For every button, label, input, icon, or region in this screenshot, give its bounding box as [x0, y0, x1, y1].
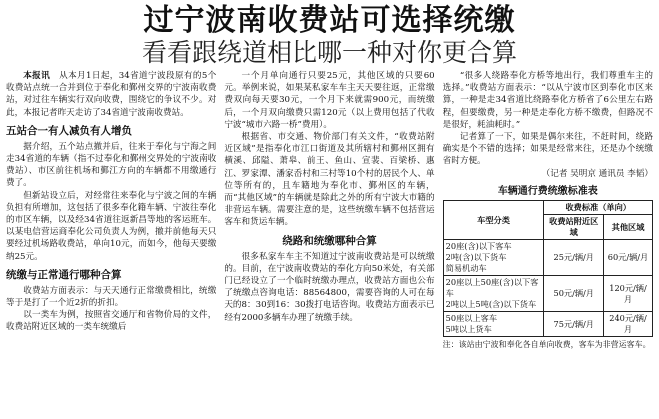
- paragraph: 收费站方面表示：与天天通行正常缴费相比，统缴等于是打了一个近2折的折扣。: [6, 285, 217, 309]
- other-fee-cell: 60元/辆/月: [604, 240, 653, 276]
- table-note: 注：该站由宁波和奉化各自单向收费，客车为非营运客车。: [442, 340, 651, 350]
- other-fee-cell: 240元/辆/月: [604, 312, 653, 337]
- other-fee-cell: 120元/辆/月: [604, 276, 653, 312]
- near-fee-cell: 75元/辆/月: [544, 312, 604, 337]
- table-title: 车辆通行费统缴标准表: [497, 185, 598, 197]
- paragraph: “很多人绕路奉化方桥等地出行，我们尊重车主的选择。”收费站方面表示：“以从宁波市区到奉化市区来算，一种是走34省道比绕路奉化方桥省了6公里左右路程，但要缴费，另一种是走奉化方桥不缴费，但路况不是很好，耗油耗时。”: [442, 71, 653, 130]
- table-row: [443, 240, 652, 276]
- lead-paragraph: [6, 70, 216, 119]
- article-column-1: [6, 70, 216, 415]
- near-fee-cell: 25元/辆/月: [544, 240, 604, 276]
- table-row: [443, 276, 652, 312]
- byline: （记者 吴明京 通讯员 李韬）: [541, 168, 653, 179]
- paragraph: 以一类车为例，按照省交通厅和省物价局的文件，收费站附近区域的一类车统缴后: [6, 310, 217, 333]
- paragraph: 一个月单向通行只要25元，其他区域的只要60元。举例来说，如果某私家车车主天天要往返，正常缴费双向每天要30元，一个月下来就需900元，而统缴后，一个月双向缴费只需120元（以上费用包括了代收宁波“城市六路一桥”费用）。: [224, 71, 435, 130]
- vehicle-type-cell: 20座以上50座(含)以下客车 2吨以上5吨(含)以下货车: [443, 276, 544, 312]
- subheadline: 看看跟绕道相比哪一种对你更合算: [141, 38, 517, 67]
- headline: 过宁波南收费站可选择统缴: [143, 3, 516, 38]
- table-row: [443, 312, 652, 337]
- header-other-area: 其他区域: [604, 215, 653, 240]
- article-column-2: [224, 70, 434, 415]
- header-vehicle-type: 车型分类: [443, 201, 544, 240]
- near-fee-cell: 50元/辆/月: [544, 276, 604, 312]
- paragraph: 根据省、市交通、物价部门有关文件，“收费站附近区域”是指奉化市江口街道及其所辖村和鄞州区拥有横溪、邱隘、萧皋、前王、鱼山、宣裴、百梁桥、惠江、罗家潭、潘家岙村和三村等10个村的居民个人、单位等所有的，且车籍地为奉化市、鄞州区的车辆，而“其他区域”的车辆就是除此之外的所有宁波大市籍的非营运车辆。需要注意的是，这些统缴车辆不包括营运客车和货运车辆。: [224, 132, 435, 228]
- paragraph: 很多私家车车主不知道过宁波南收费站是可以统缴的。目前，在宁波南收费站的奉化方向50米处，有关部门已经设立了一个临时统缴办理点，收费站方面也公布了统缴点咨询电话：88564800，需要咨询的人可在每天的8：30到16：30拨打电话咨询。收费站方面表示已经有2000多辆车办理了统缴手续。: [224, 251, 435, 323]
- vehicle-type-cell: 50座以上客车 5吨以上货车: [443, 312, 544, 337]
- header-fee-standard: 收费标准（单向）: [544, 201, 653, 215]
- section-heading: 统缴与正常通行哪种合算: [6, 268, 122, 281]
- section-heading: 绕路和统缴哪种合算: [282, 234, 377, 247]
- article-column-3: [443, 70, 653, 415]
- paragraph: 但新站设立后，对经常往来奉化与宁波之间的车辆负担有所增加，这包括了很多奉化籍车辆、宁波往奉化的市区车辆，以及经34省道往返新昌等地的客运班车。以某电信营运商奉化公司负责人为例，撤并前他每天只要经过机场路收费站，单向10元，而如今，他每天要缴纳25元。: [6, 190, 217, 262]
- paragraph: 据介绍，五个站点撤并后，往来于奉化与宁海之间走34省道的车辆（指不过奉化和鄞州交界处的宁波南收费站）、市区前往机场和鄞江方向的车辆都不用缴通行费了。: [6, 141, 217, 189]
- header-near-area: 收费站附近区域: [544, 215, 604, 240]
- lead-text: 从本月1日起，34省道宁波段原有的5个收费站点统一合并到位于奉化和鄞州交界的宁波南收费站，对过往车辆实行双向收费，围绕它的争议不少。对此，本报记者昨天走访了34省道宁波南收费站。: [6, 71, 217, 118]
- section-heading: 五站合一有人减负有人增负: [6, 124, 132, 137]
- article-body: [6, 70, 653, 415]
- fee-table: [443, 200, 653, 337]
- vehicle-type-cell: 20座(含)以下客车 2吨(含)以下货车 简易机动车: [443, 240, 544, 276]
- paragraph: 记者算了一下，如果是偶尔来往，不赶时间，绕路确实是个不错的选择；如果是经常来往，还是办个统缴省时方便。: [442, 132, 653, 167]
- dateline: 本报讯: [23, 71, 51, 81]
